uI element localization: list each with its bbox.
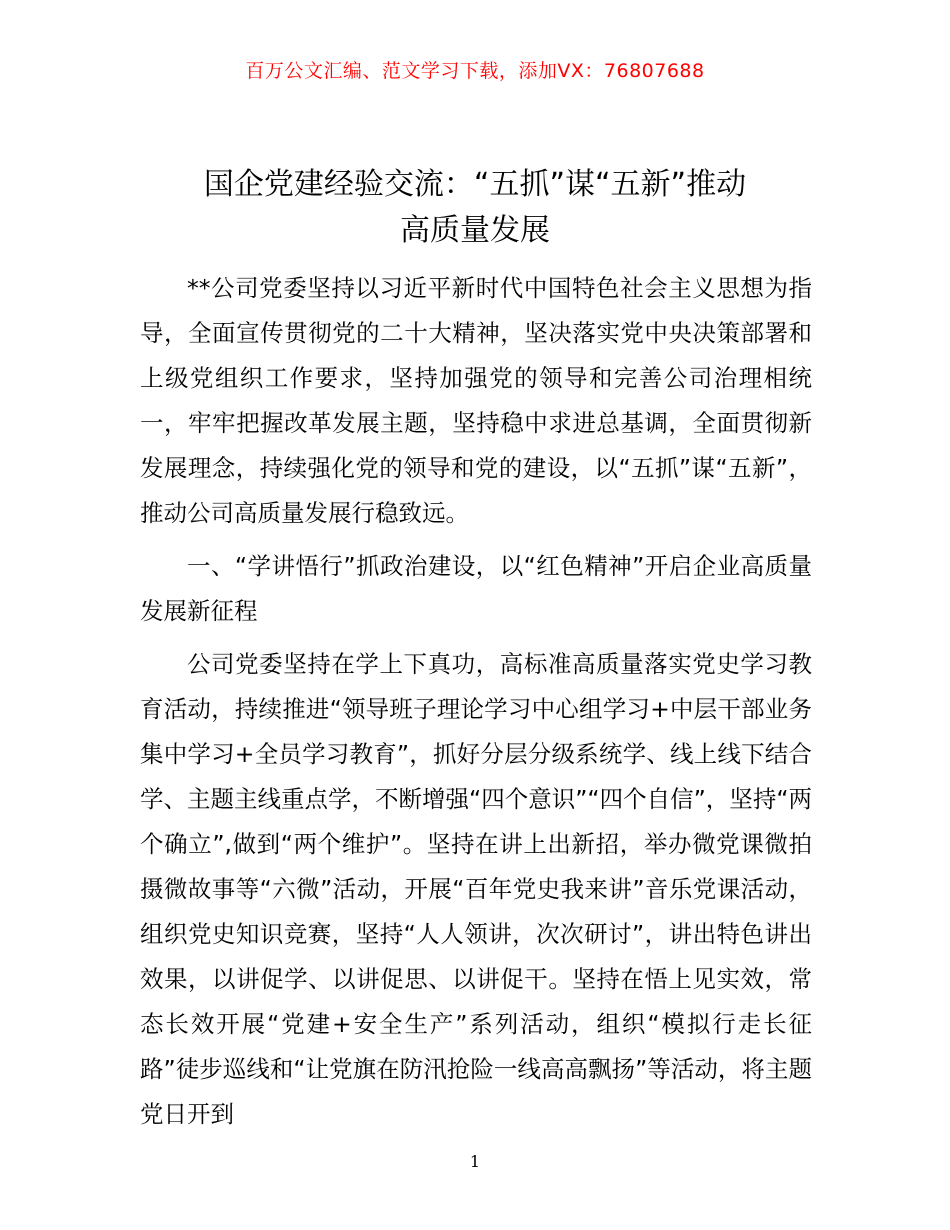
header-watermark-note: 百万公文汇编、范文学习下载，添加VX：76807688 [245,60,705,82]
title-line-1: 国企党建经验交流：“五抓”谋“五新”推动 [203,167,747,202]
paragraph-intro: **公司党委坚持以习近平新时代中国特色社会主义思想为指导，全面宣传贯彻党的二十大精神，坚决落实党中央决策部署和上级党组织工作要求，坚持加强党的领导和完善公司治理相统一，牢牢把握改革发展主题，坚持稳中求进总基调，全面贯彻新发展理念，持续强化党的领导和党的建设，以“五抓”谋“五新”，推动公司高质量发展行稳致远。 [140,274,812,527]
paragraph-section-1: 公司党委坚持在学上下真功，高标准高质量落实党史学习教育活动，持续推进“领导班子理论学习中心组学习+中层干部业务集中学习+全员学习教育”，抓好分层分级系统学、线上线下结合学、主题主线重点学，不断增强“四个意识”“四个自信”，坚持“两个确立”,做到“两个维护”。坚持在讲上出新招，举办微党课微拍摄微故事等“六微”活动，开展“百年党史我来讲”音乐党课活动，组织党史知识竞赛，坚持“人人领讲，次次研讨”，讲出特色讲出效果，以讲促学、以讲促思、以讲促干。坚持在悟上见实效，常态长效开展“党建+安全生产”系列活动，组织“模拟行走长征路”徒步巡线和“让党旗在防汛抢险一线高高飘扬”等活动，将主题党日开到 [140,650,812,1128]
page-number: 1 [469,1152,481,1171]
document-body [140,266,812,1137]
title-line-2: 高质量发展 [400,213,550,248]
document-title [140,162,810,254]
section-heading-1: 一、“学讲悟行”抓政治建设，以“红色精神”开启企业高质量发展新征程 [140,552,812,625]
